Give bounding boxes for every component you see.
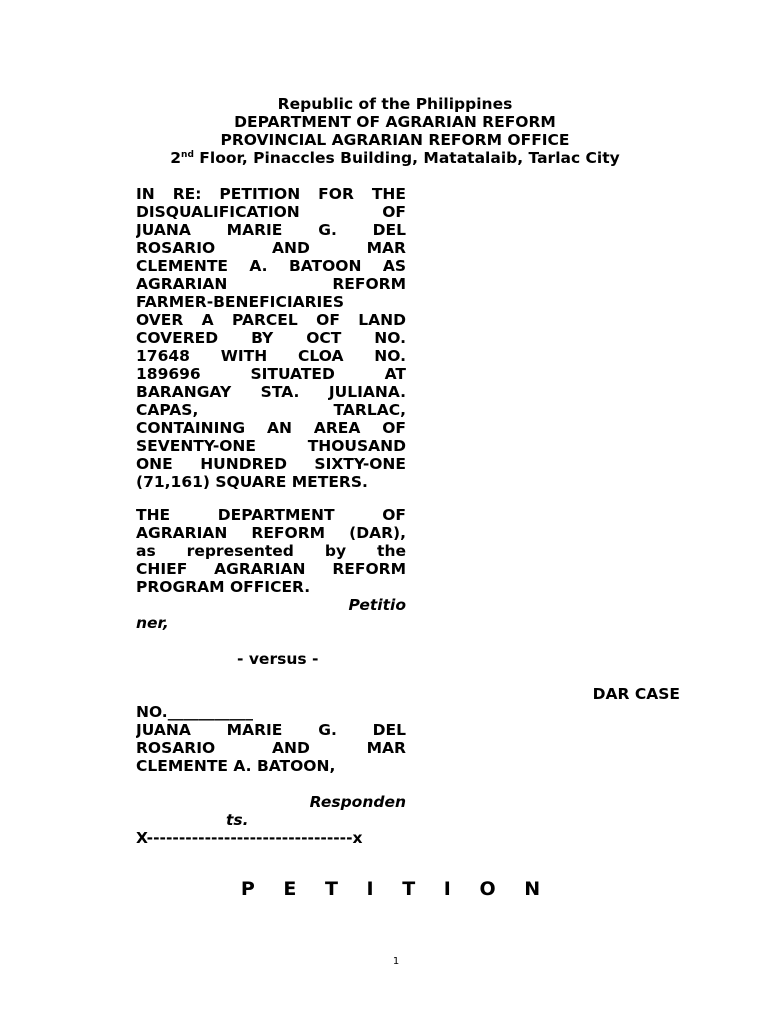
petitioner-role-continued: ner, [136, 614, 169, 632]
caption-line: AGRARIAN REFORM [136, 275, 406, 293]
caption-line: SEVENTY-ONE THOUSAND [136, 437, 406, 455]
petitioner-line: CHIEF AGRARIAN REFORM [136, 560, 406, 578]
caption-line: IN RE: PETITION FOR THE [136, 185, 406, 203]
versus-label: - versus - [237, 650, 319, 668]
letterhead-address [0, 149, 768, 167]
page-number: 1 [392, 956, 400, 967]
respondent-line: CLEMENTE A. BATOON, [136, 757, 336, 775]
blank-line [136, 775, 406, 793]
petitioner-line: PROGRAM OFFICER. [136, 578, 311, 596]
letterhead-republic: Republic of the Philippines [277, 95, 513, 113]
petitioner-line: as represented by the [136, 542, 406, 560]
petitioner-line: AGRARIAN REFORM (DAR), [136, 524, 406, 542]
caption-line: ONE HUNDRED SIXTY-ONE [136, 455, 406, 473]
address-floor-number: 2 [170, 149, 182, 167]
respondent-line: ROSARIO AND MAR [136, 739, 406, 757]
letterhead-department: DEPARTMENT OF AGRARIAN REFORM [234, 113, 556, 131]
caption-line: (71,161) SQUARE METERS. [136, 473, 368, 491]
dar-case-number: NO.___________ [136, 703, 253, 721]
caption-line: DISQUALIFICATION OF [136, 203, 406, 221]
letterhead-office: PROVINCIAL AGRARIAN REFORM OFFICE [220, 131, 570, 149]
caption-line: 17648 WITH CLOA NO. [136, 347, 406, 365]
petitioner-role: Petitio [348, 596, 406, 614]
caption-line: FARMER-BENEFICIARIES [136, 293, 345, 311]
caption-line: BARANGAY STA. JULIANA. [136, 383, 406, 401]
document-title: P E T I T I O N [240, 878, 552, 900]
caption-line: 189696 SITUATED AT [136, 365, 406, 383]
petitioner-block [136, 506, 406, 632]
caption-line: JUANA MARIE G. DEL [136, 221, 406, 239]
caption-separator: X--------------------------------x [136, 829, 363, 847]
letterhead [0, 95, 768, 167]
respondents-block [136, 703, 406, 847]
dar-case-label: DAR CASE [592, 685, 680, 703]
caption-line: CONTAINING AN AREA OF [136, 419, 406, 437]
address-rest: Floor, Pinaccles Building, Matatalaib, Tarlac City [193, 149, 620, 167]
caption-line: COVERED BY OCT NO. [136, 329, 406, 347]
caption-line: CLEMENTE A. BATOON AS [136, 257, 406, 275]
caption-line: OVER A PARCEL OF LAND [136, 311, 406, 329]
respondents-role: Responden [309, 793, 406, 811]
case-caption [136, 185, 406, 491]
respondent-line: JUANA MARIE G. DEL [136, 721, 406, 739]
caption-line: ROSARIO AND MAR [136, 239, 406, 257]
address-floor-suffix: nd [181, 150, 194, 160]
caption-line: CAPAS, TARLAC, [136, 401, 406, 419]
respondents-role-continued: ts. [226, 811, 249, 829]
petitioner-line: THE DEPARTMENT OF [136, 506, 406, 524]
